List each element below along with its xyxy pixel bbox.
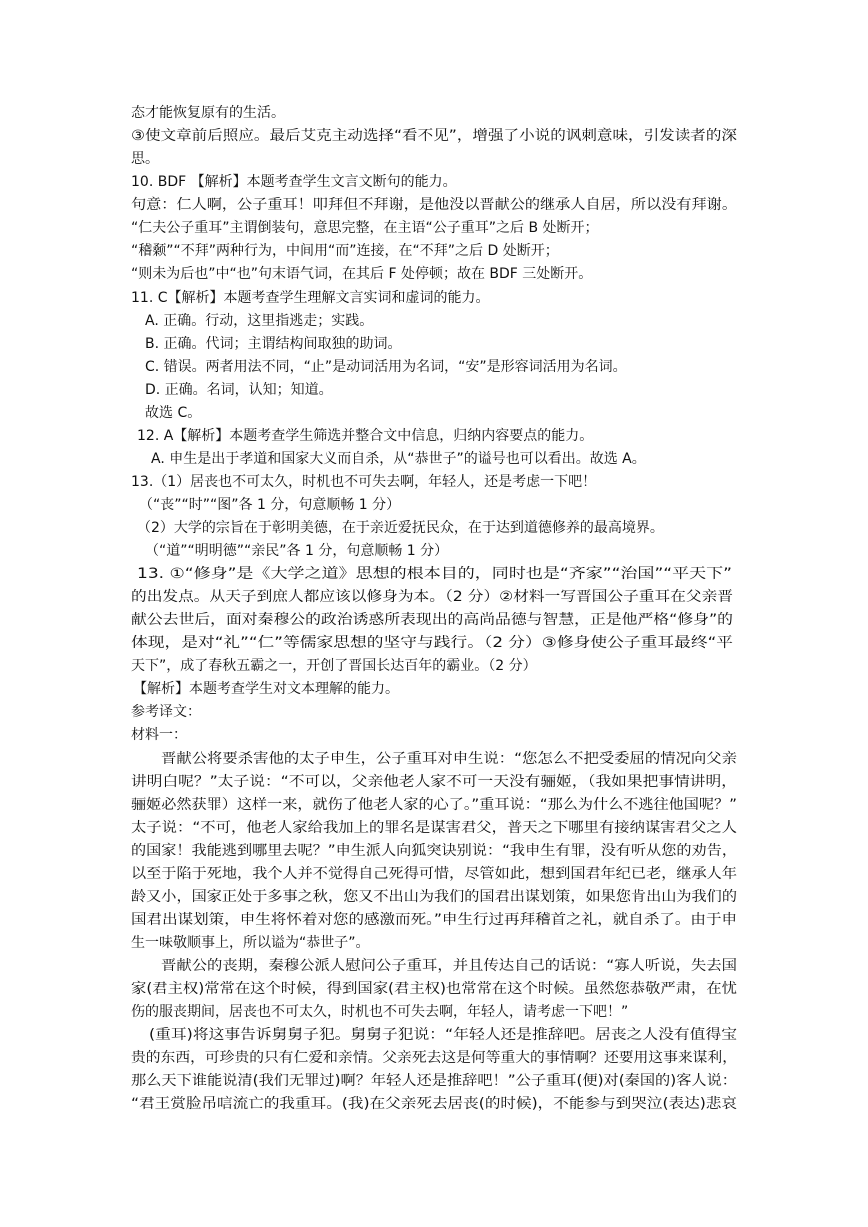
text-line: “则未为后也”中“也”句末语气词，在其后 F 处停顿；故在 BDF 三处断开。 xyxy=(131,266,593,282)
text-line: 生一味敬顺事上，所以谥为“恭世子”。 xyxy=(131,935,370,951)
text-line: 龄又小，国家正处于多事之秋，您又不出山为我们的国君出谋划策，如果您肯出山为我们的 xyxy=(131,889,737,905)
text-line: 天下”，成了春秋五霸之一，开创了晋国长达百年的霸业。（2 分） xyxy=(131,658,537,674)
text-line: A. 申生是出于孝道和国家大义而自杀，从“恭世子”的谥号也可以看出。故选 A。 xyxy=(151,451,646,467)
text-line: 讲明白呢？”太子说：“不可以，父亲他老人家不可一天没有骊姬，（我如果把事情讲明， xyxy=(131,774,737,790)
text-line: 参考译文： xyxy=(131,704,201,720)
text-line: A. 正确。行动，这里指逃走；实践。 xyxy=(145,313,374,329)
text-line: 太子说：“不可，他老人家给我加上的罪名是谋害君父，普天之下哪里有接纳谋害君父之人 xyxy=(131,820,737,836)
text-line: 【解析】本题考查学生对文本理解的能力。 xyxy=(133,681,399,697)
text-line: 的出发点。从天子到庶人都应该以修身为本。（2 分）②材料一写晋国公子重耳在父亲晋 xyxy=(131,589,733,605)
text-line: 态才能恢复原有的生活。 xyxy=(131,105,285,121)
text-line: D. 正确。名词，认知；知道。 xyxy=(145,382,333,398)
text-line: 故选 C。 xyxy=(145,405,202,421)
text-line: 家(君主权)常常在这个时候，得到国家(君主权)也常常在这个时候。虽然您恭敬严肃，在忧 xyxy=(131,981,737,997)
text-line: 12. A【解析】本题考查学生筛选并整合文中信息，归纳内容要点的能力。 xyxy=(137,428,594,444)
text-line: （“丧”“时”“图”各 1 分，句意顺畅 1 分） xyxy=(139,497,401,513)
text-line: (重耳)将这事告诉舅舅子犯。舅舅子犯说：“年轻人还是推辞吧。居丧之人没有值得宝 xyxy=(149,1027,737,1043)
text-line: 国君出谋划策，申生将怀着对您的感激而死。”申生行过再拜稽首之礼，就自杀了。由于申 xyxy=(131,912,738,928)
text-line: 献公去世后，面对秦穆公的政治诱惑所表现出的高尚品德与智慧，正是他严格“修身”的 xyxy=(131,612,734,628)
text-line: 晋献公的丧期，秦穆公派人慰问公子重耳，并且传达自己的话说：“寡人听说，失去国 xyxy=(161,958,738,974)
text-line: 材料一： xyxy=(131,727,187,743)
text-line: 以至于陷于死地，我个人并不觉得自己死得可惜，尽管如此，想到国君年纪已老，继承人年 xyxy=(131,866,737,882)
text-line: 那么天下谁能说清(我们无罪过)啊？年轻人还是推辞吧！”公子重耳(便)对(秦国的)客人说： xyxy=(131,1073,738,1089)
text-line: 思。 xyxy=(131,151,159,167)
text-line: C. 错误。两者用法不同，“止”是动词活用为名词，“安”是形容词活用为名词。 xyxy=(145,359,627,375)
text-line: （2）大学的宗旨在于彰明美德，在于亲近爱抚民众，在于达到道德修养的最高境界。 xyxy=(137,520,664,536)
text-line: “稽颡”“不拜”两种行为，中间用“而”连接，在“不拜”之后 D 处断开； xyxy=(131,243,559,259)
text-line: 句意：仁人啊，公子重耳！叩拜但不拜谢，是他没以晋献公的继承人自居，所以没有拜谢。 xyxy=(131,197,737,213)
text-line: 伤的服丧期间，居丧也不可太久，时机也不可失去啊，年轻人，请考虑一下吧！” xyxy=(131,1004,629,1020)
text-line: 晋献公将要杀害他的太子申生，公子重耳对申生说：“您怎么不把受委屈的情况向父亲 xyxy=(161,751,738,767)
text-line: 贵的东西，可珍贵的只有仁爱和亲情。父亲死去这是何等重大的事情啊？还要用这事来谋利， xyxy=(131,1050,737,1066)
text-line: B. 正确。代词；主谓结构间取独的助词。 xyxy=(145,336,402,352)
text-line: 10. BDF 【解析】本题考查学生文言文断句的能力。 xyxy=(131,174,457,190)
text-line: ③使文章前后照应。最后艾克主动选择“看不见”，增强了小说的讽刺意味，引发读者的深 xyxy=(131,128,738,144)
text-line: “仁夫公子重耳”主谓倒装句，意思完整，在主语“公子重耳”之后 B 处断开； xyxy=(131,220,599,236)
text-line: （“道”“明明德”“亲民”各 1 分，句意顺畅 1 分） xyxy=(145,543,449,559)
text-line: 11. C【解析】本题考查学生理解文言实词和虚词的能力。 xyxy=(131,290,490,306)
text-line: 13. ①“修身”是《大学之道》思想的根本目的，同时也是“齐家”“治国”“平天下” xyxy=(137,566,732,582)
text-line: “君王赏脸吊唁流亡的我重耳。(我)在父亲死去居丧(的时候)，不能参与到哭泣(表达)悲哀 xyxy=(131,1096,737,1112)
text-line: 体现，是对“礼”“仁”等儒家思想的坚守与践行。（2 分）③修身使公子重耳最终“平 xyxy=(131,635,733,651)
text-line: 13.（1）居丧也不可太久，时机也不可失去啊，年轻人，还是考虑一下吧！ xyxy=(131,474,597,490)
text-line: 的国家！我能逃到哪里去呢？”申生派人向狐突诀别说：“我申生有罪，没有听从您的劝告， xyxy=(131,843,737,859)
text-line: 骊姬必然获罪）这样一来，就伤了他老人家的心了。”重耳说：“那么为什么不逃往他国呢？” xyxy=(131,797,738,813)
